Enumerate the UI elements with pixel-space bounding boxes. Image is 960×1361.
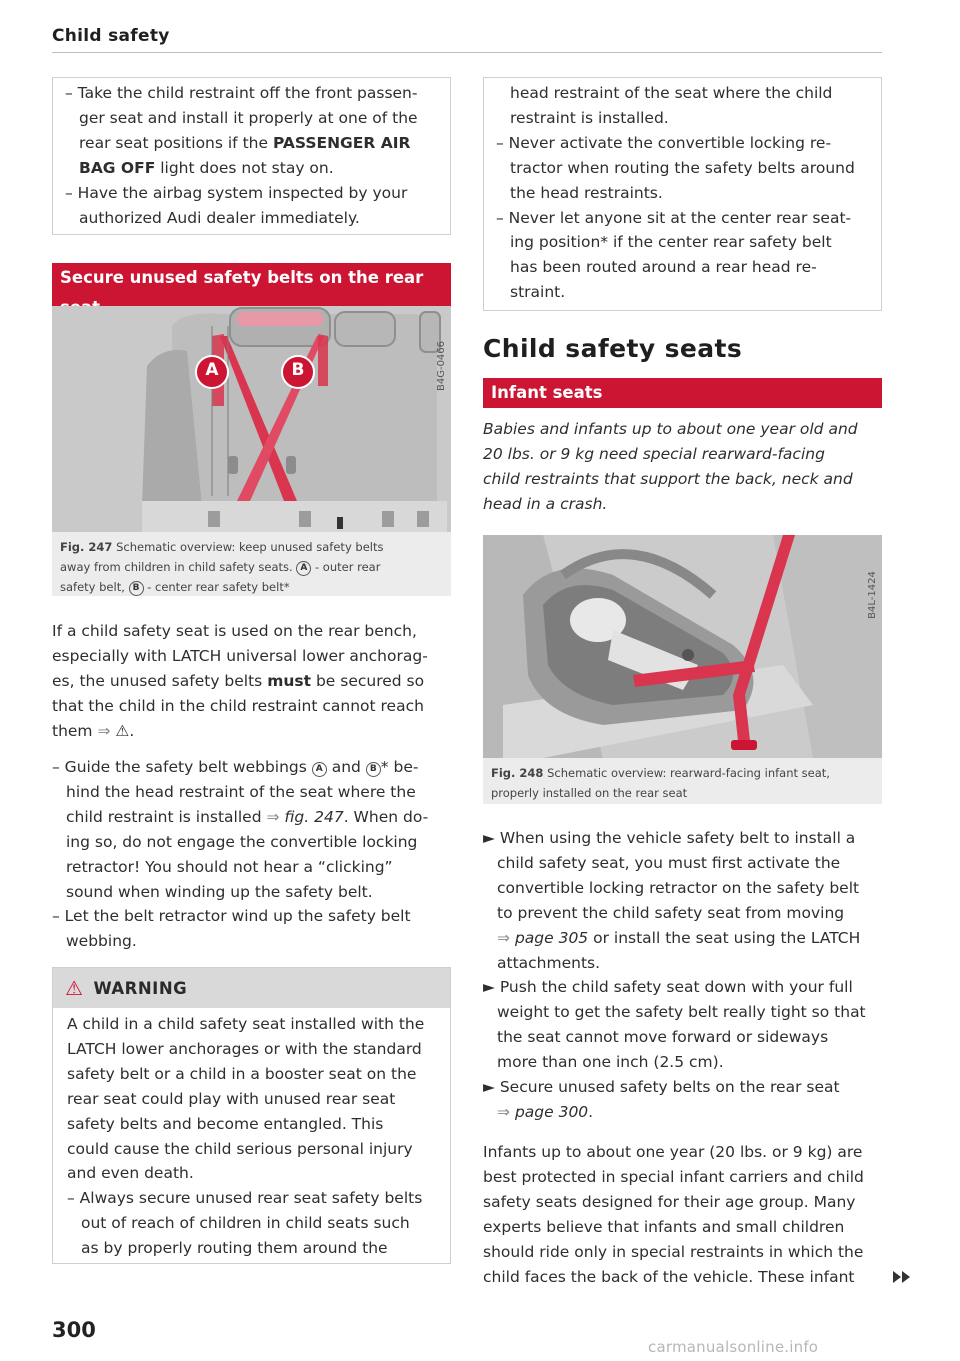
figure-247-caption: Fig. 247 Schematic overview: keep unused safety belts away from children in child safety seats. A - outer rear safety belt, B - center rear safety belt*: [52, 532, 451, 596]
infant-seat-illustration: [483, 535, 882, 758]
list-item: ► Secure unused safety belts on the rear seat ⇒ page 300.: [483, 1078, 840, 1121]
figure-247: [52, 306, 451, 532]
right-top-box: head restraint of the seat where the child restraint is installed. – Never activate the convertible locking re- tractor when routing the safety belts around the head restraints. – Never let anyone sit at the center rear seat- ing position* if the center rear safety belt has been routed around a rear head re- straint.: [483, 77, 882, 311]
list-item: – Guide the safety belt webbings A and B * be- hind the head restraint of the seat where the child restraint is installed ⇒ fig. 247. When do- ing so, do not engage the convertible locking retractor! You should not hear a “clicking” sound when winding up the safety belt.: [52, 758, 429, 901]
page-header-title: Child safety: [52, 26, 170, 46]
figure-code: B4L-1424: [867, 571, 878, 619]
warning-box: [52, 967, 451, 1264]
warning-triangle-icon: ⚠: [115, 721, 130, 740]
list-item: – Never activate the convertible locking re- tractor when routing the safety belts around the head restraints.: [496, 133, 855, 202]
double-chevron-right-icon[interactable]: [902, 1271, 910, 1283]
list-item: – Never let anyone sit at the center rear seat- ing position* if the center rear safety belt has been routed around a rear head re- straint.: [496, 208, 852, 302]
list-item: ► When using the vehicle safety belt to install a child safety seat, you must first activate the convertible locking retractor on the safety belt to prevent the child safety seat from moving ⇒ page 305 or install the seat using the LATCH attachments.: [483, 829, 861, 972]
figure-248-caption: Fig. 248 Schematic overview: rearward-facing infant seat, properly installed on the rear seat: [483, 758, 882, 804]
warning-body: A child in a child safety seat installed with the LATCH lower anchorages or with the standard safety belt or a child in a booster seat on the rear seat could play with unused rear seat safety belts and become entangled. This could cause the child serious personal injury and even death. – Always secure unused rear seat safety belts out of reach of children in child seats such as by properly routing them around the: [53, 1008, 450, 1267]
infant-intro: Babies and infants up to about one year old and 20 lbs. or 9 kg need special rearward-facing child restraints that support the back, neck and head in a crash.: [483, 420, 858, 513]
left-steps: [52, 755, 452, 954]
warning-triangle-icon: ⚠: [65, 976, 84, 1000]
header-rule: [52, 52, 882, 53]
section-title-rear-belts: Secure unused safety belts on the rear: [52, 263, 451, 323]
rear-seat-belts-illustration: [52, 306, 451, 532]
list-item: ► Push the child safety seat down with your full weight to get the safety belt really tight so that the seat cannot move forward or sideways more than one inch (2.5 cm).: [483, 978, 866, 1072]
left-top-box: [52, 77, 451, 235]
arrow-right-icon: ⇒: [497, 1102, 510, 1121]
label-a: A: [205, 360, 219, 380]
rear-bench-paragraph: If a child safety seat is used on the rear bench, especially with LATCH universal lower anchorag- es, the unused safety belts must be secured so that the child in the child restraint cannot reach them ⇒ ⚠.: [52, 622, 428, 740]
section-heading-child-safety-seats: Child safety seats: [483, 334, 743, 363]
list-item: – Have the airbag system inspected by your authorized Audi dealer immediately.: [65, 183, 408, 227]
list-item: – Take the child restraint off the front passen- ger seat and install it properly at one of the rear seat positions if the PASSENGER AIR BAG OFF light does not stay on.: [65, 84, 418, 177]
infant-paragraph: Infants up to about one year (20 lbs. or 9 kg) are best protected in special infant carriers and child safety seats designed for their age group. Many experts believe that infants and small children should ride only in special restraints in which the child faces the back of the vehicle. These infant: [483, 1143, 864, 1286]
inline-label-a: A: [312, 762, 327, 777]
warning-title: WARNING: [93, 978, 188, 998]
warning-header: [53, 968, 450, 1008]
ref-page-305[interactable]: page 305: [514, 928, 589, 947]
watermark: carmanualsonline.info: [648, 1338, 819, 1356]
inline-label-b: B: [366, 762, 381, 777]
list-item: – Let the belt retractor wind up the safety belt webbing.: [52, 907, 411, 951]
arrow-right-icon: ⇒: [266, 807, 280, 826]
ref-fig-247[interactable]: fig. 247: [284, 807, 344, 826]
inline-label-a: A: [296, 561, 311, 576]
ref-page-300[interactable]: page 300: [514, 1102, 589, 1121]
list-item: – Always secure unused rear seat safety belts out of reach of children in child seats such as by properly routing them around the: [67, 1189, 423, 1258]
arrow-right-icon: ⇒: [97, 721, 111, 740]
page-number: 300: [52, 1318, 96, 1342]
right-steps: [483, 826, 885, 1125]
inline-label-b: B: [129, 581, 144, 596]
figure-code: B4G-0466: [436, 340, 447, 392]
label-b: B: [291, 360, 305, 380]
section-title-infant-seats: Infant seats: [483, 378, 882, 408]
arrow-right-icon: ⇒: [497, 928, 510, 947]
figure-248: [483, 535, 882, 758]
double-chevron-right-icon[interactable]: [893, 1271, 901, 1283]
